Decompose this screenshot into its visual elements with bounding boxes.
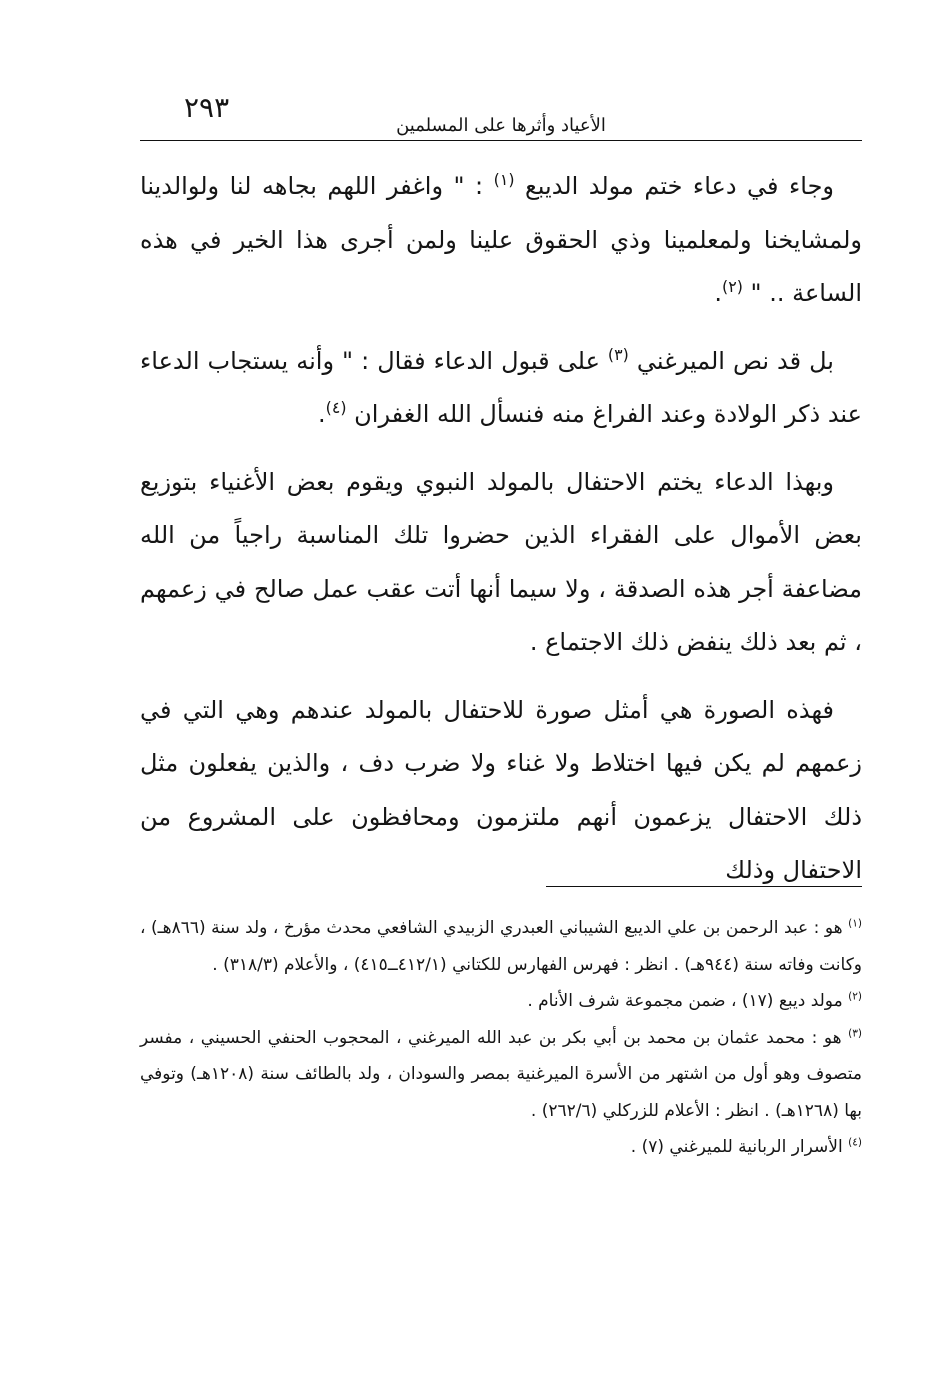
footnote-text: هو : عبد الرحمن بن علي الديبع الشيباني العبدري الزبيدي الشافعي محدث مؤرخ ، ولد سنة (٨٦٦هـ) ، وكانت وفاته سنة (٩٤٤هـ) . انظر : فهرس الفهارس للكتاني (٤١٢/١ــ٤١٥) ، والأعلام (٣١٨/٣) .	[140, 918, 862, 975]
paragraph-text: .	[317, 400, 326, 428]
footnote-number: (٣)	[848, 1026, 862, 1039]
paragraph-text: على قبول الدعاء فقال : " وأنه يستجاب الدعاء عند ذكر الولادة وعند الفراغ منه فنسأل الله الغفران	[140, 346, 862, 428]
footnote	[140, 983, 862, 1020]
header-rule	[140, 140, 862, 141]
paragraph-text: : " واغفر اللهم بجاهه لنا ولوالدينا ولمشايخنا ولمعلمينا وذي الحقوق علينا ولمن أجرى هذا الخير في هذه الساعة .. "	[140, 172, 862, 307]
footnote-number: (٢)	[848, 990, 862, 1003]
body-paragraph	[140, 684, 862, 898]
page-number: ٢٩٣	[184, 91, 230, 124]
paragraph-text: فهذه الصورة هي أمثل صورة للاحتفال بالمولد عندهم وهي التي في زعمهم لم يكن فيها اختلاط ولا غناء ولا ضرب دف ، والذين يفعلون مثل ذلك الاحتفال يزعمون أنهم ملتزمون ومحافظون على المشروع من الاحتفال وذلك	[140, 695, 862, 884]
footnote-reference: (٣)	[607, 344, 629, 364]
footnote-number: (١)	[848, 917, 862, 930]
body-text	[140, 160, 862, 898]
running-title: الأعياد وأثرها على المسلمين	[396, 115, 606, 136]
paragraph-text: .	[714, 279, 723, 307]
footnote-number: (٤)	[848, 1136, 862, 1149]
footnote-reference: (١)	[493, 170, 515, 189]
footnote-reference: (٤)	[325, 398, 347, 417]
footnote-separator	[546, 886, 862, 887]
body-paragraph	[140, 335, 862, 442]
footnotes	[140, 910, 862, 1166]
page-header	[140, 92, 862, 144]
footnote-text: الأسرار الربانية للميرغني (٧) .	[630, 1137, 849, 1157]
footnote-text: مولد ديبع (١٧) ، ضمن مجموعة شرف الأنام .	[527, 991, 849, 1011]
footnote-reference: (٢)	[722, 277, 743, 296]
footnote	[140, 910, 862, 983]
paragraph-text: بل قد نص الميرغني	[628, 346, 834, 375]
body-paragraph	[140, 160, 862, 321]
footnote	[140, 1020, 862, 1130]
footnote-text: هو : محمد عثمان بن محمد بن أبي بكر بن عبد الله الميرغني ، المحجوب الحنفي الحسيني ، مفسر متصوف وهو أول من اشتهر من الأسرة الميرغنية بمصر والسودان ، ولد بالطائف سنة (١٢٠٨هـ) وتوفي بها (١٢٦٨هـ) . انظر : الأعلام للزركلي (٢٦٢/٦) .	[140, 1027, 862, 1121]
body-paragraph	[140, 456, 862, 670]
paragraph-text: وبهذا الدعاء يختم الاحتفال بالمولد النبوي ويقوم بعض الأغنياء بتوزيع بعض الأموال على الفقراء الذين حضروا تلك المناسبة راجياً من الله مضاعفة أجر هذه الصدقة ، ولا سيما أنها أتت عقب عمل صالح في زعمهم ، ثم بعد ذلك ينفض ذلك الاجتماع .	[140, 467, 862, 656]
paragraph-text: وجاء في دعاء ختم مولد الديبع	[514, 172, 834, 200]
footnote	[140, 1129, 862, 1166]
